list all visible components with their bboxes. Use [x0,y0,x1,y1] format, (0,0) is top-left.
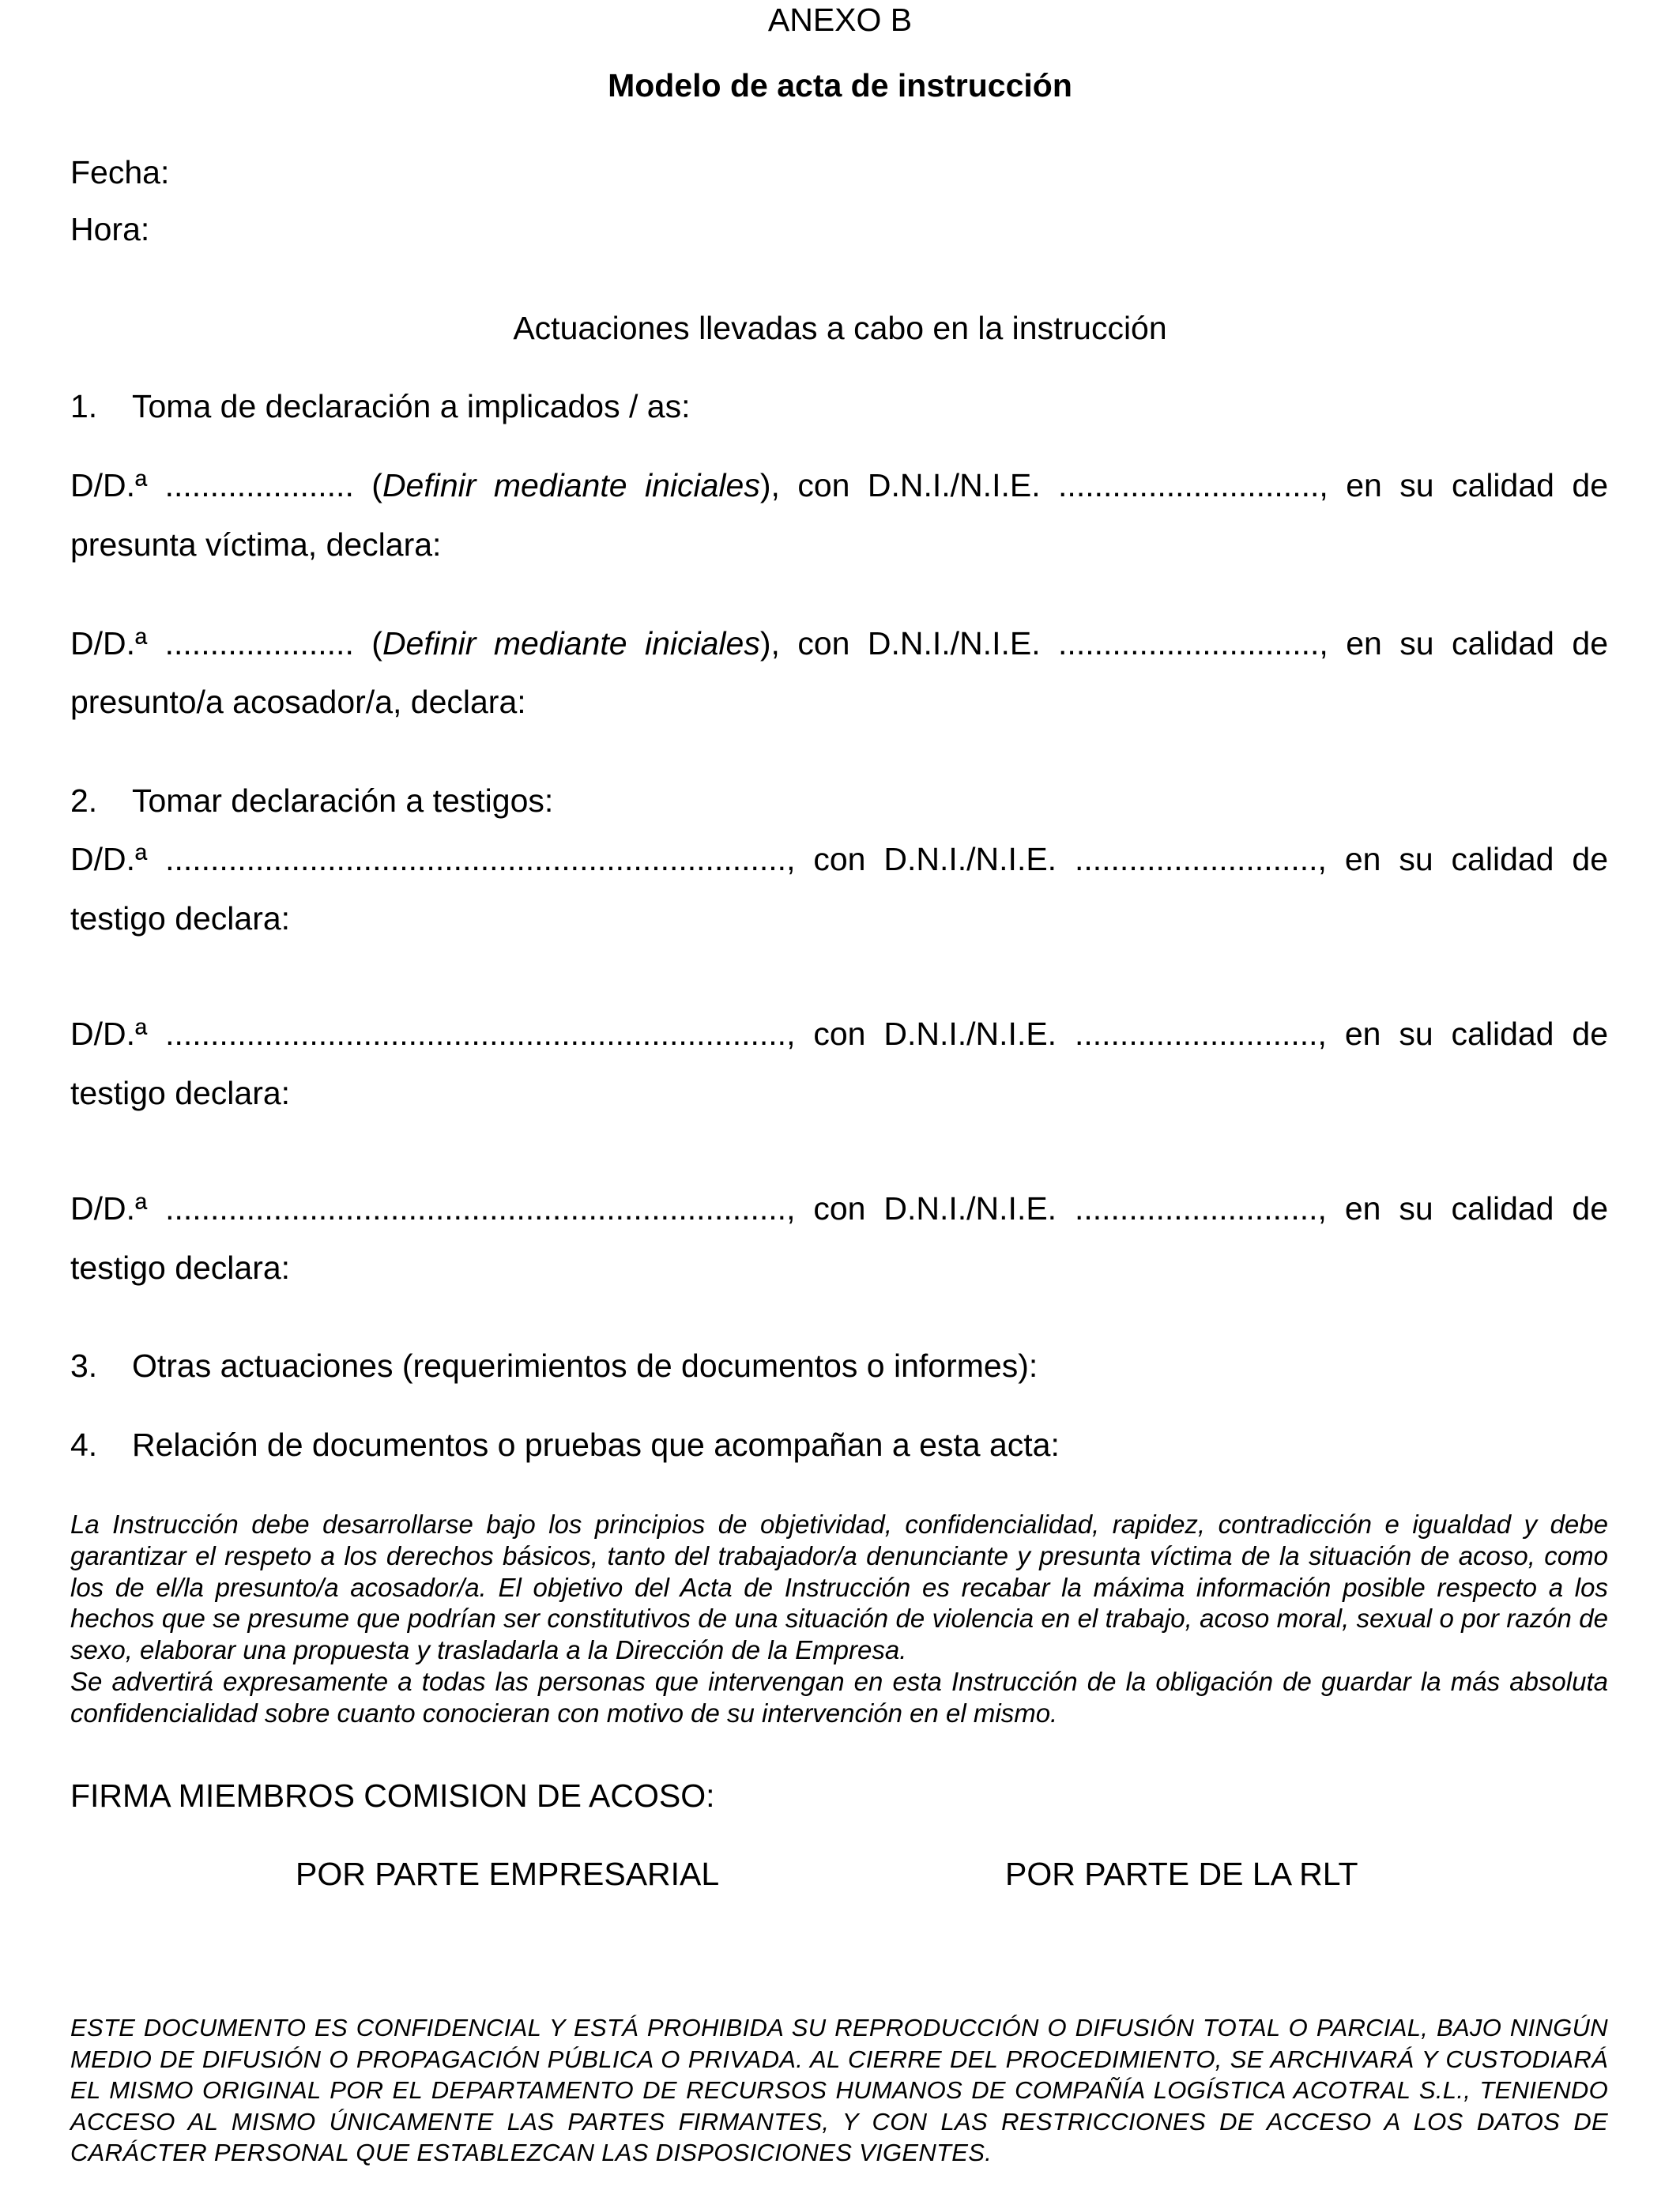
item-4-label: Relación de documentos o pruebas que acompañan a esta acta: [132,1427,1060,1463]
note-paragraph-1: La Instrucción debe desarrollarse bajo los principios de objetividad, confidencialidad, rapidez, contradicción e igualdad y debe garantizar el respeto a los derechos básicos, tanto del trabajador/a denunciante y presunta víctima de la situación de acoso, como los de el/la presunto/a acosador/a. El objetivo del Acta de Instrucción es recabar la máxima información posible respecto a los hechos que se presume que podrían ser constitutivos de una situación de violencia en el trabajo, acoso moral, sexual o por razón de sexo, elaborar una propuesta y trasladarla a la Dirección de la Empresa. [70,1510,1608,1665]
victim-suffix: ), con D.N.I./N.I.E. ............................., en su calidad de [759,467,1609,503]
signature-company-label: POR PARTE EMPRESARIAL [296,1856,720,1892]
victim-italic: Definir mediante iniciales [382,467,760,503]
annex-label: ANEXO B [767,2,913,38]
item-1-number: 1. [70,388,98,424]
note-paragraph-2: Se advertirá expresamente a todas las personas que intervengan en esta Instrucción de la obligación de guardar la más absoluta confidencialidad sobre cuanto conocieran con motivo de su intervención en el mismo. [70,1666,1608,1728]
witness-2-line-1: D/D.ª ....................................................................., con D.N.I./N.I.E. ..........................., en su calidad de [70,1016,1608,1052]
witness-3-line-2: testigo declara: [70,1250,291,1286]
item-2 [70,781,1608,820]
hora-label: Hora: [70,211,150,247]
document-title: Modelo de acta de instrucción [608,67,1072,104]
aggressor-line-2: presunto/a acosador/a, declara: [70,684,526,720]
signature-rlt-label: POR PARTE DE LA RLT [1005,1856,1358,1892]
signatures-heading: FIRMA MIEMBROS COMISION DE ACOSO: [70,1777,715,1814]
item-4 [70,1425,1608,1465]
aggressor-prefix: D/D.ª ..................... ( [70,625,382,662]
item-3 [70,1346,1608,1385]
witness-1-line-1: D/D.ª ....................................................................., con D.N.I./N.I.E. ..........................., en su calidad de [70,841,1608,877]
victim-line-2: presunta víctima, declara: [70,526,442,563]
item-1-label: Toma de declaración a implicados / as: [132,388,691,424]
item-1 [70,386,1608,426]
aggressor-line-1 [70,624,1608,663]
item-3-number: 3. [70,1348,98,1384]
item-2-label: Tomar declaración a testigos: [132,782,554,819]
confidentiality-notice: ESTE DOCUMENTO ES CONFIDENCIAL Y ESTÁ PROHIBIDA SU REPRODUCCIÓN O DIFUSIÓN TOTAL O PARCIAL, BAJO NINGÚN MEDIO DE DIFUSIÓN O PROPAGACIÓN PÚBLICA O PRIVADA. AL CIERRE DEL PROCEDIMIENTO, SE ARCHIVARÁ Y CUSTODIARÁ EL MISMO ORIGINAL POR EL DEPARTAMENTO DE RECURSOS HUMANOS DE COMPAÑÍA LOGÍSTICA ACOTRAL S.L., TENIENDO ACCESO AL MISMO ÚNICAMENTE LAS PARTES FIRMANTES, Y CON LAS RESTRICCIONES DE ACCESO A LOS DATOS DE CARÁCTER PERSONAL QUE ESTABLEZCAN LAS DISPOSICIONES VIGENTES. [70,2014,1608,2166]
item-2-number: 2. [70,782,98,819]
item-3-label: Otras actuaciones (requerimientos de documentos o informes): [132,1348,1038,1384]
aggressor-italic: Definir mediante iniciales [382,625,760,662]
witness-3-line-1: D/D.ª ....................................................................., con D.N.I./N.I.E. ..........................., en su calidad de [70,1190,1608,1227]
fecha-label: Fecha: [70,154,170,190]
item-4-number: 4. [70,1427,98,1463]
aggressor-suffix: ), con D.N.I./N.I.E. ............................., en su calidad de [759,625,1609,662]
witness-2-line-2: testigo declara: [70,1075,291,1111]
section-title: Actuaciones llevadas a cabo en la instrucción [513,310,1167,346]
victim-prefix: D/D.ª ..................... ( [70,467,382,503]
victim-line-1 [70,466,1608,505]
witness-1-line-2: testigo declara: [70,900,291,937]
instruction-note [70,1509,1608,1729]
